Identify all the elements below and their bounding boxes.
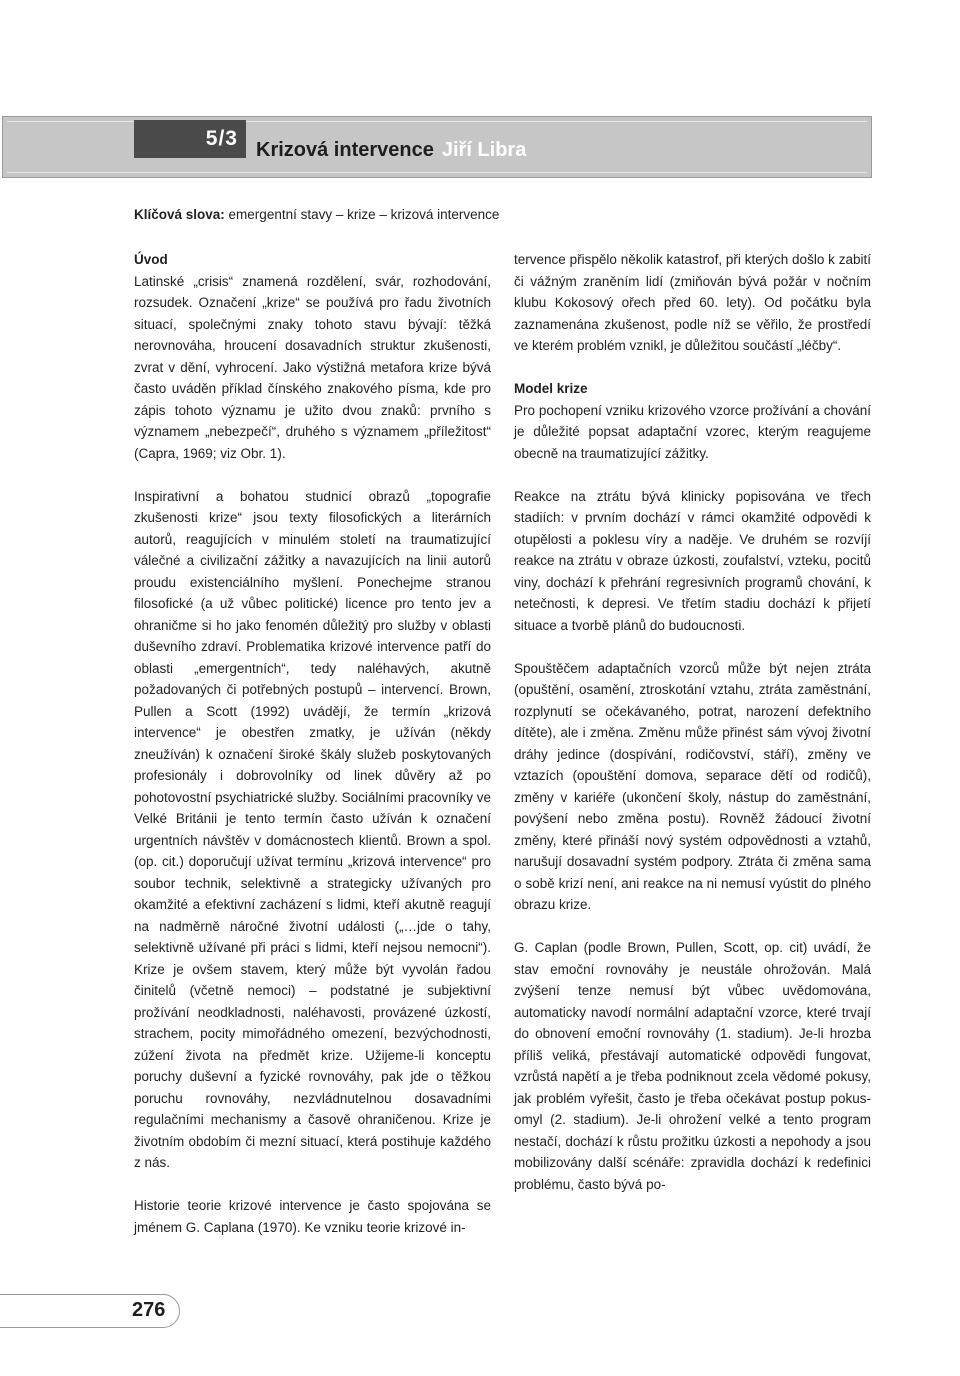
right-column [514, 249, 871, 1217]
paragraph: Inspirativní a bohatou studnicí obrazů „topografie zkušenosti krize“ jsou texty filosofických a literárních autorů, reagujících v minulém století na traumatizující válečné a civilizační zážitky a navazujících na linii autorů proudu existenciálního myšlení. Ponechejme stranou filosofické (a už vůbec politické) licence pro tento jev a ohraničme si ho jako fenomén důležitý pro služby v oblasti duševního zdraví. Problematika krizové intervence patří do oblasti „emergentních“, tedy naléhavých, akutně požadovaných či potřebných postupů – intervencí. Brown, Pullen a Scott (1992) uvádějí, že termín „krizová intervence“ je obestřen zmatky, je užíván (někdy zneužíván) k označení široké škály služeb poskytovaných profesionály i dobrovolníky od linek důvěry až po pohotovostní psychiatrické služby. Sociálními pracovníky ve Velké Británii je tento termín často užíván k označení urgentních návštěv v domácnostech klientů. Brown a spol. (op. cit.) doporučují užívat termínu „krizová intervence“ pro soubor technik, selektivně a strategicky užívaných pro okamžité a efektivní zacházení s lidmi, kteří akutně reagují na nadměrně náročné životní události („…jde o tahy, selektivně užívané při práci s lidmi, kteří nejsou nemocni“). Krize je ovšem stavem, který může být vyvolán řadou činitelů (včetně nemoci) – podstatné je subjektivní prožívání neodkladnosti, naléhavosti, provázené úzkostí, strachem, pocity mimořádného omezení, bezvýchodnosti, zúžení života na předmět krize. Užijeme-li konceptu poruchy duševní a fyzické rovnováhy, pak jde o těžkou poruchu rovnováhy, nezvládnutelnou dosavadními regulačními mechanismy a časově ohraničenou. Krize je životním obdobím či mezní situací, která postihuje každého z nás. [134, 488, 491, 1170]
keywords-text: emergentní stavy – krize – krizová intervence [224, 207, 500, 222]
section-heading-uvod: Úvod [134, 252, 168, 267]
chapter-number: 5/3 [134, 120, 246, 158]
paragraph: Pro pochopení vzniku krizového vzorce prožívání a chování je důležité popsat adaptační vzorec, kterým reagujeme obecně na traumatizující zážitky. [514, 402, 871, 461]
paragraph: Reakce na ztrátu bývá klinicky popisována ve třech stadiích: v prvním dochází v rámci okamžité odpovědi k otupělosti a poklesu víry a naděje. Ve druhém se rozvíjí reakce na ztrátu v obraze úzkosti, zoufalství, vzteku, pocitů viny, dochází k přehrání regresivních programů chování, k netečnosti, k depresi. Ve třetím stadiu dochází k přijetí situace a tvorbě plánů do budoucnosti. [514, 488, 871, 633]
chapter-title: Krizová intervence [256, 139, 434, 161]
keywords-line [134, 207, 499, 222]
paragraph: G. Caplan (podle Brown, Pullen, Scott, op. cit) uvádí, že stav emoční rovnováhy je neustále ohrožován. Malá zvýšení tenze nemusí být vůbec uvědomována, automaticky navodí normální adaptační vzorce, které trvají do obnovení emoční rovnováhy (1. stadium). Je-li hrozba příliš veliká, přestávají automatické odpovědi fungovat, vzrůstá napětí a je třeba podniknout zcela vědomé pokusy, jak problém vyřešit, často je třeba očekávat postup pokus-omyl (2. stadium). Je-li ohrožení velké a tento program nestačí, dochází k růstu prožitku úzkosti a nepohody a jsou mobilizovány další scénáře: zpravidla dochází k redefinici problému, často bývá po- [514, 940, 871, 1192]
paragraph: Spouštěčem adaptačních vzorců může být nejen ztráta (opuštění, osamění, ztroskotání vztahu, ztráta zaměstnání, rozplynutí se očekávaného, potrat, narození defektního dítěte), ale i změna. Změnu může přinést sám vývoj životní dráhy jedince (dospívání, rodičovství, stáří), změny ve vztazích (opouštění domova, separace dětí od rodičů), změny v kariéře (ukončení školy, nástup do zaměstnání, povýšení nebo změna postu). Rovněž žádoucí životní změny, které přináší nový systém odpovědnosti a vztahů, narušují dosavadní systém podpory. Ztráta či změna sama o sobě krizí není, ani reakce na ni nemusí vyústit do plného obrazu krize. [514, 660, 871, 912]
chapter-author: Jiří Libra [441, 139, 527, 161]
keywords-label: Klíčová slova: [134, 207, 225, 222]
chapter-heading [256, 139, 526, 162]
section-heading-model-krize: Model krize [514, 381, 588, 396]
paragraph: Historie teorie krizové intervence je často spojována se jménem G. Caplana (1970). Ke vzniku teorie krizové in- [134, 1198, 491, 1235]
paragraph: tervence přispělo několik katastrof, při kterých došlo k zabití či vážným zraněním lidí (zmiňován bývá požár v nočním klubu Kokosový ořech před 60. lety). Od počátku byla zaznamenána zkušenost, podle níž se věřilo, že prostředí ve kterém problém vznikl, je důležitou součástí „léčby“. [514, 252, 871, 353]
paragraph: Latinské „crisis“ znamená rozdělení, svár, rozhodování, rozsudek. Označení „krize“ se používá pro řadu životních situací, společnými znaky tohoto stavu bývají: těžká nerovnováha, hroucení dosavadních struktur zkušenosti, zvrat v dění, vyhrocení. Jako výstižná metafora krize bývá často uváděn příklad čínského znakového písma, kde pro zápis tohoto významu je užito dvou znaků: prvního s významem „nebezpečí“, druhého s významem „příležitost“ (Capra, 1969; viz Obr. 1). [134, 273, 491, 461]
page-number: 276 [132, 1299, 166, 1321]
left-column [134, 249, 491, 1260]
